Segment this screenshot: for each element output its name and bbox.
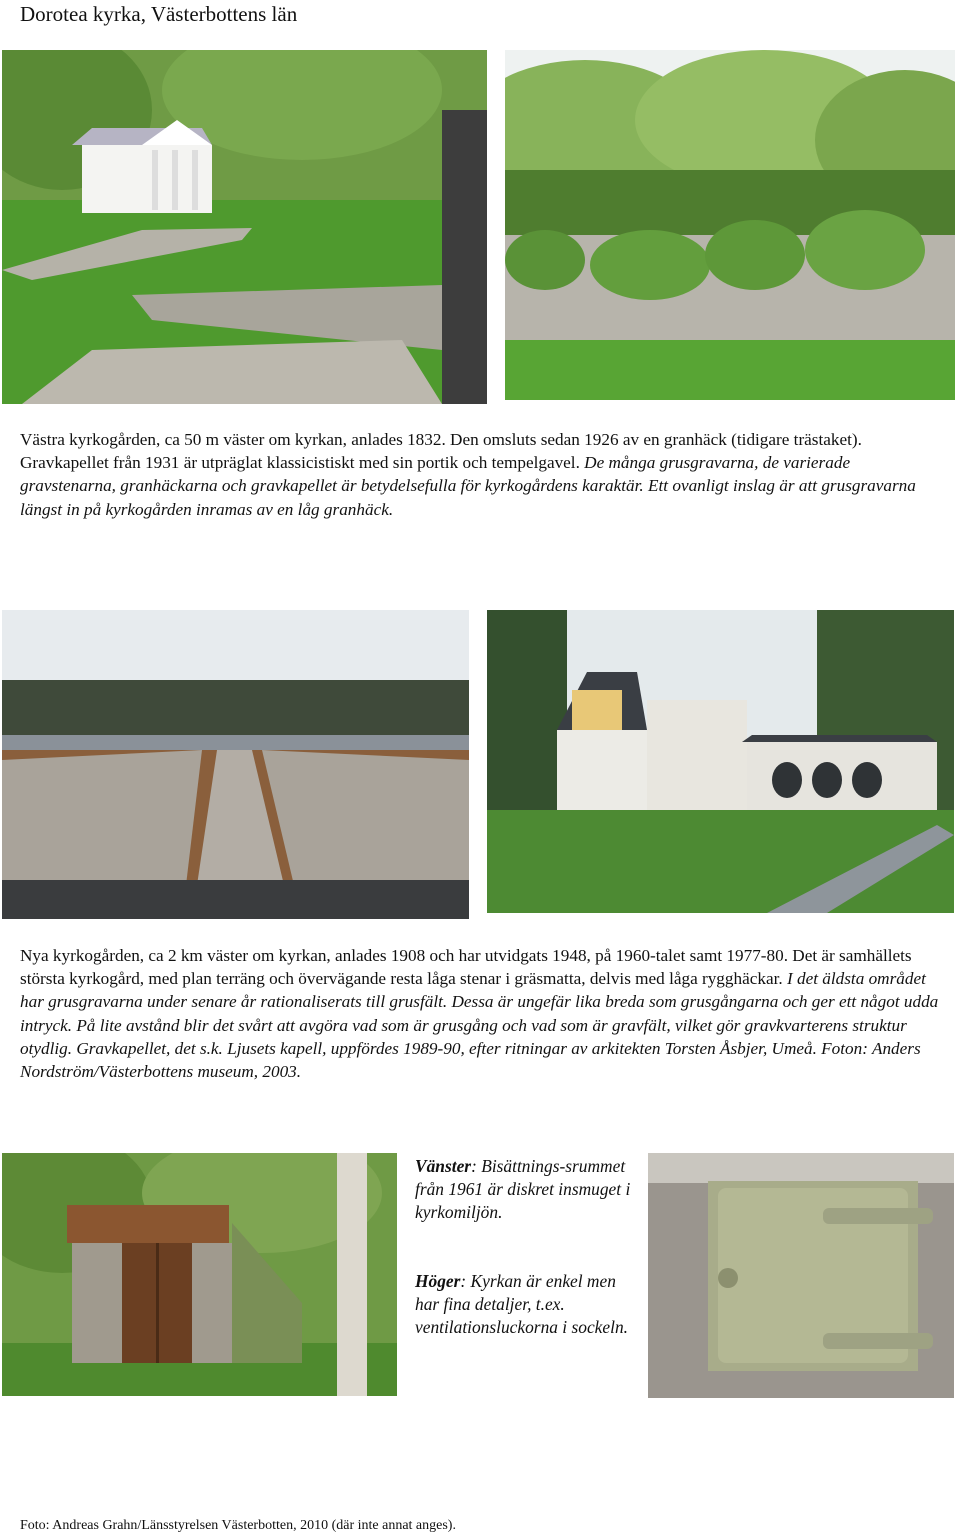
caption-old-cemetery-italic: De många grusgravarna, de varierade gravstenarna, granhäckarna och gravkapellet är betydelsefulla för kyrkogårdens karaktär. Ett ovanligt inslag är att grusgravarna längst in på kyrkogården inramas av en låg granhäck. — [20, 453, 916, 519]
caption-old-cemetery — [20, 428, 945, 521]
photo-funeral-room-building — [2, 1153, 397, 1396]
side-note-left-label: Vänster — [415, 1156, 472, 1176]
photo-new-cemetery-path — [2, 610, 469, 919]
caption-new-cemetery-italic: I det äldsta området har grusgravarna under senare år rationaliserats till grusfält. Dessa är ungefär lika breda som grusgångarna och ger ett något udda intryck. På lite avstånd blir det svårt att avgöra vad som är grusgång och vad som är gravfält, vilket gör gravkvarterens struktur otydlig. Gravkapellet, det s.k. Ljusets kapell, uppfördes 1989-90, efter ritningar av arkitekten Torsten Åsbjer, Umeå. Foton: Anders Nordström/Västerbottens museum, 2003. — [20, 969, 939, 1082]
caption-new-cemetery — [20, 944, 945, 1083]
side-note-right — [415, 1270, 635, 1339]
photo-hedged-gravel-graves — [505, 50, 955, 400]
side-note-right-label: Höger — [415, 1271, 461, 1291]
photo-old-cemetery-chapel — [2, 50, 487, 404]
photo-ventilation-hatch — [648, 1153, 954, 1398]
caption-old-cemetery-main: Västra kyrkogården, ca 50 m väster om kyrkan, anlades 1832. Den omsluts sedan 1926 av en granhäck (tidigare trästaket). Gravkapellet från 1931 är utpräglat klassicistiskt med sin portik och tempelgavel. — [20, 430, 862, 473]
side-note-left-text: : Bisättnings-srummet från 1961 är diskret insmuget i kyrkomiljön. — [415, 1156, 631, 1222]
side-note-right-text: : Kyrkan är enkel men har fina detaljer, t.ex. ventilationsluckorna i sockeln. — [415, 1271, 628, 1337]
page-title: Dorotea kyrka, Västerbottens län — [20, 2, 298, 26]
photo-light-chapel — [487, 610, 954, 913]
side-note — [415, 1155, 635, 1339]
footer-photo-credit: Foto: Andreas Grahn/Länsstyrelsen Västerbotten, 2010 (där inte annat anges). — [20, 1518, 456, 1533]
caption-new-cemetery-main: Nya kyrkogården, ca 2 km väster om kyrkan, anlades 1908 och har utvidgats 1948, på 1960-talet samt 1977-80. Det är samhällets största kyrkogård, med plan terräng och övervägande resta låga stenar i gräsmatta, delvis med låga rygghäckar. — [20, 946, 912, 989]
side-note-left — [415, 1155, 635, 1224]
